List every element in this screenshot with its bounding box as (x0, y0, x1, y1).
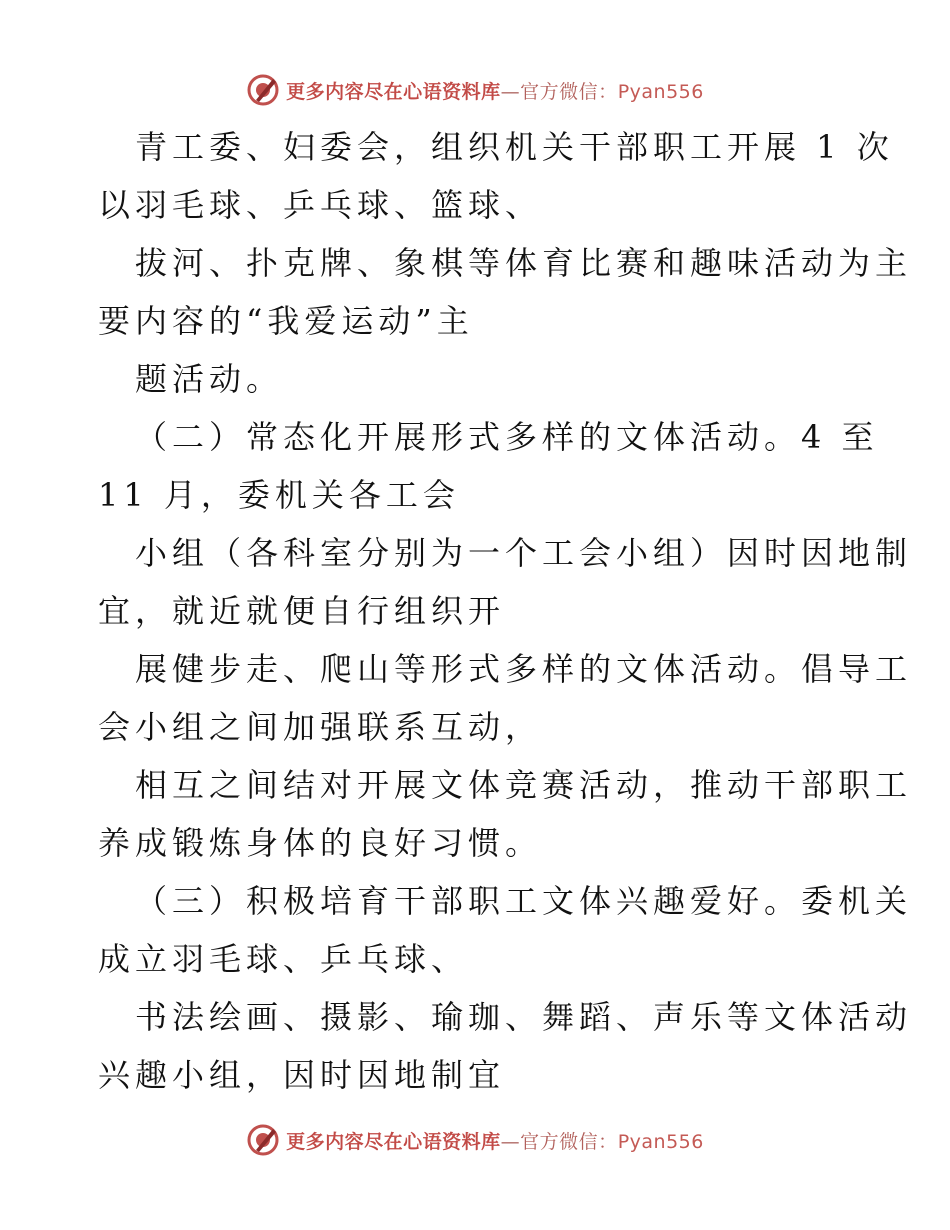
body-line: 相互之间结对开展文体竞赛活动，推动干部职工 (135, 766, 913, 804)
watermark-text (286, 77, 704, 104)
watermark-separator: — (500, 1130, 521, 1153)
watermark-wechat-id: Pyan556 (617, 1130, 704, 1153)
watermark-footer (0, 1120, 950, 1160)
body-line: 会小组之间加强联系互动， (98, 708, 543, 746)
body-line: 青工委、妇委会，组织机关干部职工开展 1 次 (135, 128, 894, 166)
body-line: 拔河、扑克牌、象棋等体育比赛和趣味活动为主 (135, 244, 913, 282)
body-line: 兴趣小组，因时因地制宜 (98, 1056, 506, 1094)
body-line: 书法绘画、摄影、瑜珈、舞蹈、声乐等文体活动 (135, 998, 913, 1036)
body-line: 小组（各科室分别为一个工会小组）因时因地制 (135, 534, 913, 572)
body-line: 11 月，委机关各工会 (98, 476, 460, 514)
quill-logo-icon (246, 73, 280, 107)
document-body (98, 118, 913, 1104)
body-line: （二）常态化开展形式多样的文体活动。4 至 (135, 418, 879, 456)
quill-logo-icon (246, 1123, 280, 1157)
watermark-label: 官方微信： (520, 1130, 618, 1153)
watermark-wechat-id: Pyan556 (617, 80, 704, 103)
body-line: 展健步走、爬山等形式多样的文体活动。倡导工 (135, 650, 913, 688)
body-line: （三）积极培育干部职工文体兴趣爱好。委机关 (135, 882, 913, 920)
watermark-text (286, 1127, 704, 1154)
watermark-separator: — (500, 80, 521, 103)
watermark-brand: 更多内容尽在心语资料库 (286, 1130, 501, 1153)
body-line: 成立羽毛球、乒乓球、 (98, 940, 469, 978)
watermark-label: 官方微信： (520, 80, 618, 103)
body-line: 以羽毛球、乒乓球、篮球、 (98, 186, 543, 224)
body-line: 养成锻炼身体的良好习惯。 (98, 824, 543, 862)
body-line: 题活动。 (135, 360, 284, 398)
watermark-brand: 更多内容尽在心语资料库 (286, 80, 501, 103)
watermark-header (0, 70, 950, 110)
body-line: 要内容的“我爱运动”主 (98, 302, 474, 340)
body-line: 宜，就近就便自行组织开 (98, 592, 506, 630)
